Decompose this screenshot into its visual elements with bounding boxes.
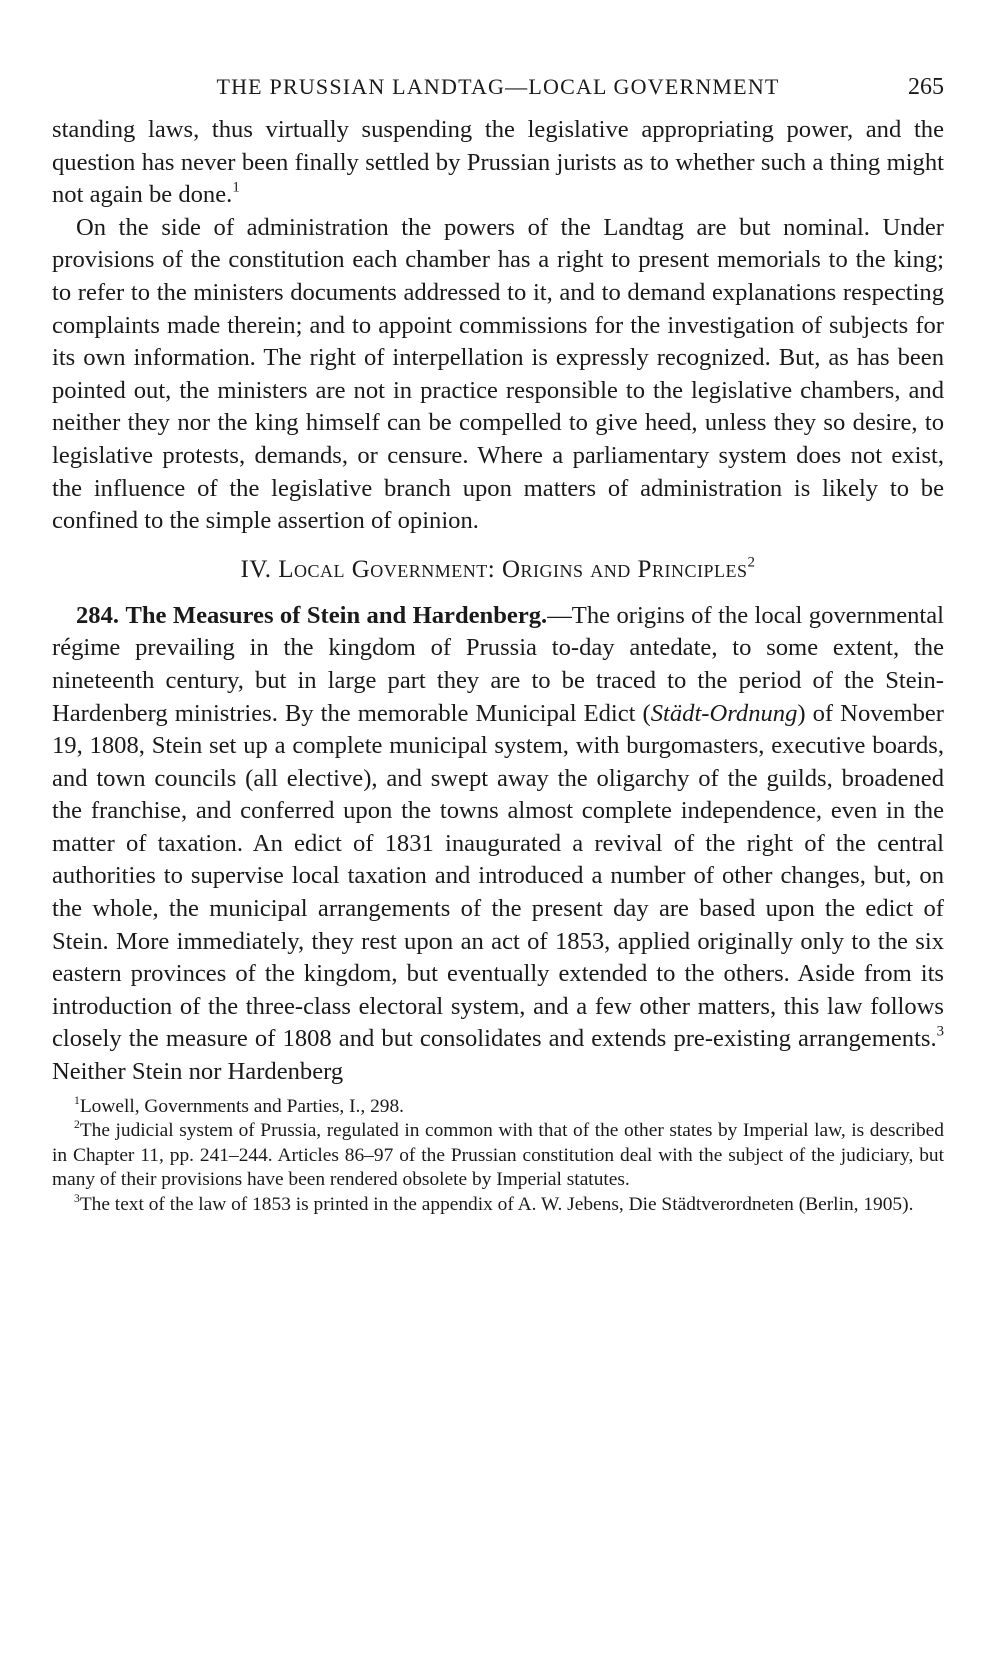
paragraph-text: —The origins of the local governmental régime prevailing in the kingdom of Prussia to-day antedate, to some extent, the nineteenth century, but in large part they are to be traced to the period of the Stein-Hardenberg ministries. By the memorable Municipal Edict ( xyxy=(52,601,944,727)
footnote xyxy=(52,1095,944,1120)
footnote-ref: 3 xyxy=(936,1024,944,1041)
section-numeral: IV. xyxy=(240,555,272,583)
paragraph-text: ) of November 19, 1808, Stein set up a complete municipal system, with burgomasters, executive boards, and town councils (all elective), and swept away the oligarchy of the guilds, broadened the franchise, and conferred upon the towns almost complete independence, even in the matter of taxation. An edict of 1831 inaugurated a revival of the right of the central authorities to supervise local taxation and introduced a number of other changes, but, on the whole, the municipal arrangements of the present day are based upon the edict of Stein. More immediately, they rest upon an act of 1853, applied originally only to the six eastern provinces of the kingdom, but eventually extended to the others. Aside from its introduction of the three-class electoral system, and a few other matters, this law follows closely the measure of 1808 and but consolidates and extends pre-existing arrangements. xyxy=(52,699,944,1053)
paragraph-title: The Measures of Stein and Hardenberg. xyxy=(125,601,548,629)
running-title: THE PRUSSIAN LANDTAG—LOCAL GOVERNMENT xyxy=(216,74,780,99)
page-number: 265 xyxy=(908,74,944,100)
paragraph-continued xyxy=(52,114,944,212)
footnote-ref: 2 xyxy=(747,554,756,571)
section-title: Local Government: Origins and Principles xyxy=(278,555,748,583)
paragraph-administration: On the side of administration the powers of the Landtag are but nominal. Under provisions of the constitution each chamber has a right to present memorials to the king; to refer to the ministers documents addressed to it, and to demand explanations respecting complaints made therein; and to appoint commissions for the investigation of subjects for its own information. The right of interpellation is expressly recognized. But, as has been pointed out, the ministers are not in practice responsible to the legislative chambers, and neither they nor the king himself can be compelled to give heed, unless they so desire, to legislative protests, demands, or censure. Where a parliamentary system does not exist, the influence of the legislative branch upon matters of administration is likely to be confined to the simple assertion of opinion. xyxy=(52,213,944,535)
italic-term: Städt-Ordnung xyxy=(650,699,798,727)
footnote-mark: 1 xyxy=(74,1093,80,1107)
footnote xyxy=(52,1193,944,1218)
body-text xyxy=(52,114,944,1089)
footnote-text: The judicial system of Prussia, regulated in common with that of the other states by Imperial law, is described in Chapter 11, pp. 241–244. Articles 86–97 of the Prussian constitution deal with the subject of the judiciary, but many of their provisions have been rendered obsolete by Imperial statutes. xyxy=(52,1120,944,1191)
footnote-mark: 2 xyxy=(74,1117,80,1131)
footnote-text: Lowell, Governments and Parties, I., 298. xyxy=(79,1095,404,1117)
paragraph-number: 284. xyxy=(76,601,120,629)
page xyxy=(52,74,944,1217)
running-head xyxy=(52,74,944,114)
footnotes xyxy=(52,1095,944,1218)
paragraph-284 xyxy=(52,600,944,1089)
footnote-mark: 3 xyxy=(74,1191,80,1205)
paragraph-text: standing laws, thus virtually suspending the legislative appropriating power, and the question has never been finally settled by Prussian jurists as to whether such a thing might not again be done. xyxy=(52,116,944,209)
footnote-text: The text of the law of 1853 is printed in the appendix of A. W. Jebens, Die Städtverordneten (Berlin, 1905). xyxy=(79,1193,914,1215)
footnote xyxy=(52,1119,944,1193)
section-heading xyxy=(52,556,944,584)
paragraph-text: Neither Stein nor Hardenberg xyxy=(52,1058,344,1086)
footnote-ref: 1 xyxy=(232,179,240,196)
